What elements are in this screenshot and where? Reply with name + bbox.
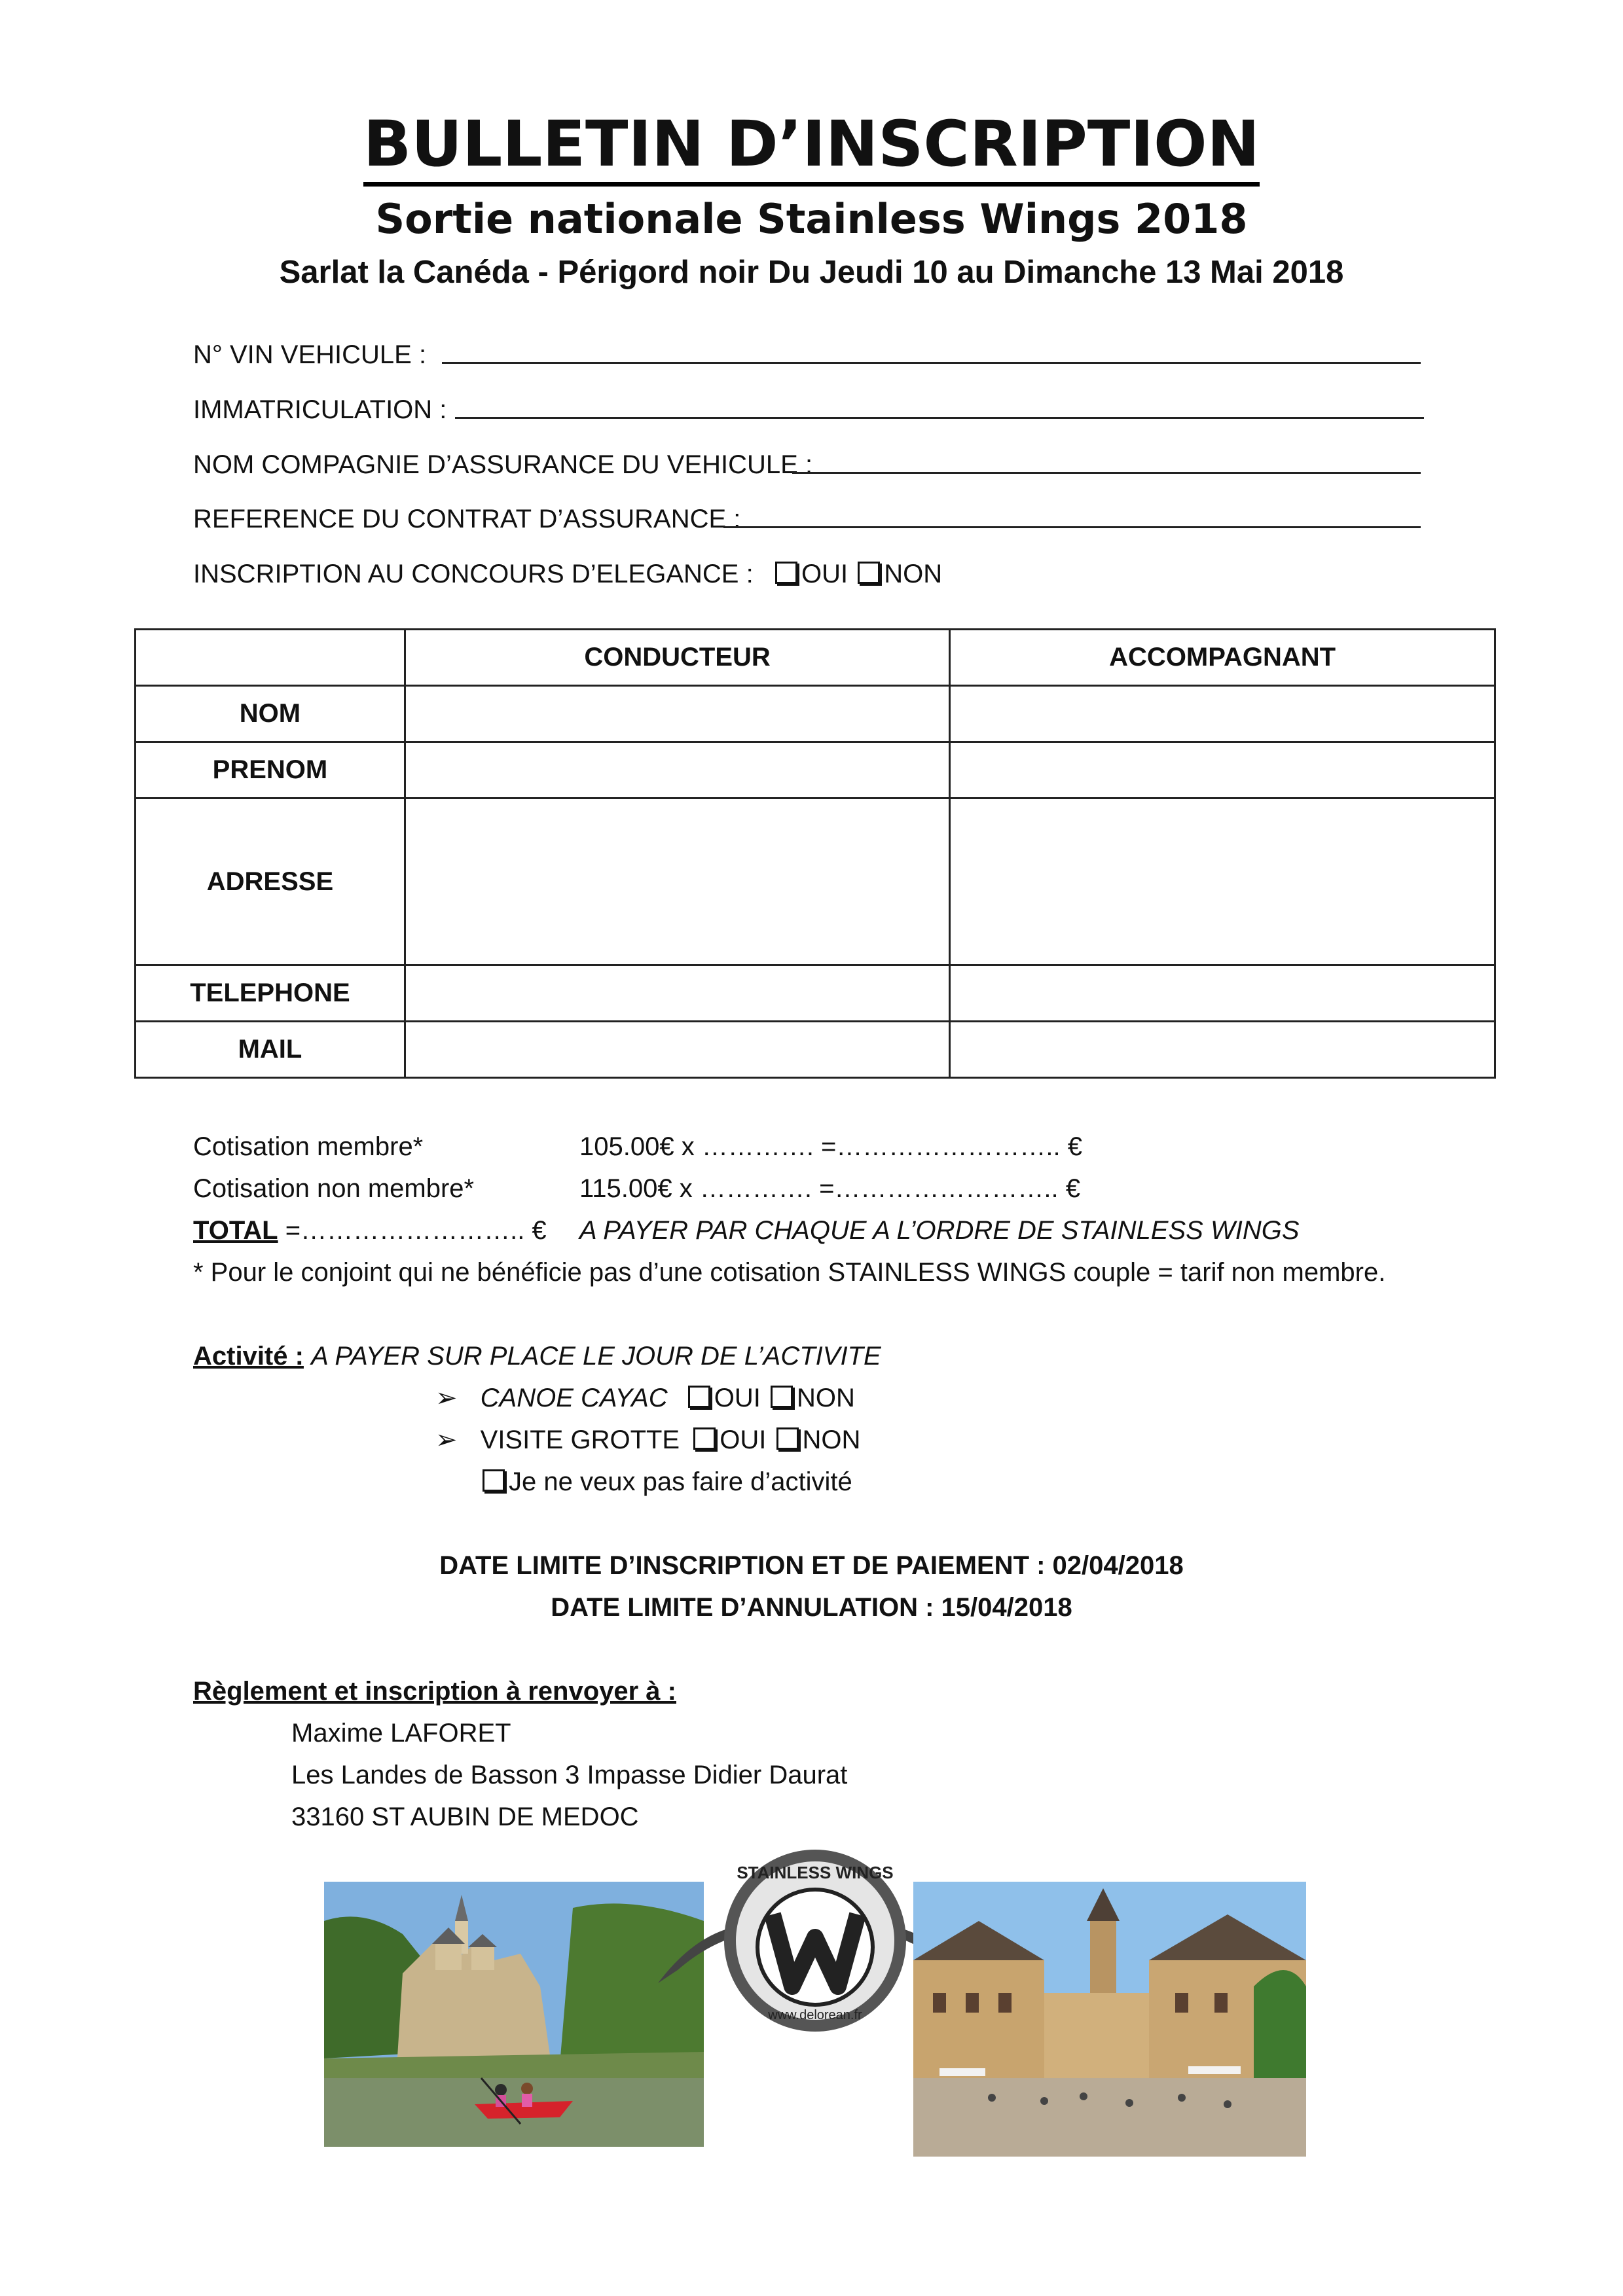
canoe-oui-label: OUI: [714, 1384, 761, 1412]
cotisation-membre-label: Cotisation membre*: [193, 1132, 424, 1161]
grotte-oui-label: OUI: [720, 1426, 767, 1454]
row-label-prenom: PRENOM: [136, 742, 405, 798]
activite-payer: A PAYER SUR PLACE LE JOUR DE L’ACTIVITE: [311, 1342, 881, 1371]
envoi-name: Maxime LAFORET: [291, 1719, 511, 1748]
participants-table: [134, 628, 1496, 1079]
cotisation-non-membre-calc: 115.00€ x …………. =…………………….. €: [579, 1174, 1081, 1203]
canoe-non-label: NON: [797, 1384, 855, 1412]
deadline-annulation: DATE LIMITE D’ANNULATION : 15/04/2018: [551, 1593, 1072, 1622]
concours-oui-label: OUI: [801, 560, 848, 588]
total-calc: =…………………….. €: [278, 1216, 547, 1245]
accompagnant-prenom-cell[interactable]: [950, 742, 1495, 798]
immat-label: IMMATRICULATION :: [193, 395, 447, 424]
grotte-oui-checkbox[interactable]: [693, 1427, 716, 1450]
row-label-nom: NOM: [136, 686, 405, 742]
sarlat-town-photo: [913, 1882, 1306, 2157]
page-title: BULLETIN D’INSCRIPTION: [0, 108, 1623, 180]
arrow-bullet-icon: ➢: [435, 1426, 458, 1454]
concours-options: [773, 558, 942, 590]
table-corner: [136, 630, 405, 686]
activite-line: [193, 1340, 881, 1372]
total-line: [193, 1214, 547, 1247]
conducteur-adresse-cell[interactable]: [405, 798, 949, 965]
event-dates: Sarlat la Canéda - Périgord noir Du Jeudi 10 au Dimanche 13 Mai 2018: [279, 255, 1344, 290]
insurer-label: NOM COMPAGNIE D’ASSURANCE DU VEHICULE :: [193, 450, 813, 479]
accompagnant-nom-cell[interactable]: [950, 686, 1495, 742]
header-conducteur: CONDUCTEUR: [405, 630, 949, 686]
grotte-label: VISITE GROTTE: [480, 1426, 680, 1454]
vin-field[interactable]: [442, 362, 1421, 364]
row-label-telephone: TELEPHONE: [136, 965, 405, 1022]
aucune-activite-checkbox[interactable]: [483, 1469, 505, 1492]
cotisation-non-membre-label: Cotisation non membre*: [193, 1174, 475, 1203]
aucune-activite-label: Je ne veux pas faire d’activité: [509, 1467, 852, 1496]
accompagnant-adresse-cell[interactable]: [950, 798, 1495, 965]
activite-aucune-row: [480, 1465, 852, 1498]
cotisation-note: * Pour le conjoint qui ne bénéficie pas d’une cotisation STAINLESS WINGS couple = tarif non membre.: [193, 1258, 1386, 1287]
activite-label: Activité :: [193, 1342, 304, 1371]
canoe-non-checkbox[interactable]: [771, 1386, 793, 1408]
envoi-street: Les Landes de Basson 3 Impasse Didier Daurat: [291, 1761, 848, 1789]
envoi-label: Règlement et inscription à renvoyer à :: [193, 1677, 676, 1706]
conducteur-mail-cell[interactable]: [405, 1022, 949, 1078]
concours-label: INSCRIPTION AU CONCOURS D’ELEGANCE :: [193, 560, 754, 588]
activite-canoe-row: [435, 1382, 855, 1414]
header-accompagnant: ACCOMPAGNANT: [950, 630, 1495, 686]
concours-non-checkbox[interactable]: [858, 562, 880, 584]
concours-non-label: NON: [884, 560, 943, 588]
canoe-label: CANOE CAYAC: [480, 1384, 668, 1412]
payment-instruction: A PAYER PAR CHAQUE A L’ORDRE DE STAINLESS WINGS: [579, 1216, 1300, 1245]
deadline-inscription: DATE LIMITE D’INSCRIPTION ET DE PAIEMENT : 02/04/2018: [439, 1551, 1184, 1580]
row-label-adresse: ADRESSE: [136, 798, 405, 965]
grotte-non-checkbox[interactable]: [776, 1427, 799, 1450]
accompagnant-telephone-cell[interactable]: [950, 965, 1495, 1022]
insurer-field[interactable]: [792, 472, 1421, 474]
logo-bottom-text: www.delorean.fr: [768, 2008, 862, 2022]
cotisation-membre-calc: 105.00€ x …………. =…………………….. €: [579, 1132, 1082, 1161]
logo-top-text: STAINLESS WINGS: [737, 1863, 894, 1882]
contract-label: REFERENCE DU CONTRAT D’ASSURANCE :: [193, 505, 741, 533]
envoi-city: 33160 ST AUBIN DE MEDOC: [291, 1803, 639, 1831]
vin-label: N° VIN VEHICULE :: [193, 340, 427, 369]
total-label: TOTAL: [193, 1216, 278, 1245]
immat-field[interactable]: [455, 417, 1424, 419]
accompagnant-mail-cell[interactable]: [950, 1022, 1495, 1078]
arrow-bullet-icon: ➢: [435, 1384, 458, 1412]
row-label-mail: MAIL: [136, 1022, 405, 1078]
castle-canoe-photo: [324, 1882, 704, 2147]
contract-field[interactable]: [723, 526, 1421, 528]
conducteur-prenom-cell[interactable]: [405, 742, 949, 798]
canoe-oui-checkbox[interactable]: [688, 1386, 710, 1408]
concours-oui-checkbox[interactable]: [775, 562, 797, 584]
grotte-non-label: NON: [802, 1426, 861, 1454]
conducteur-telephone-cell[interactable]: [405, 965, 949, 1022]
conducteur-nom-cell[interactable]: [405, 686, 949, 742]
page-subtitle: Sortie nationale Stainless Wings 2018: [375, 195, 1248, 243]
activite-grotte-row: [435, 1424, 860, 1456]
